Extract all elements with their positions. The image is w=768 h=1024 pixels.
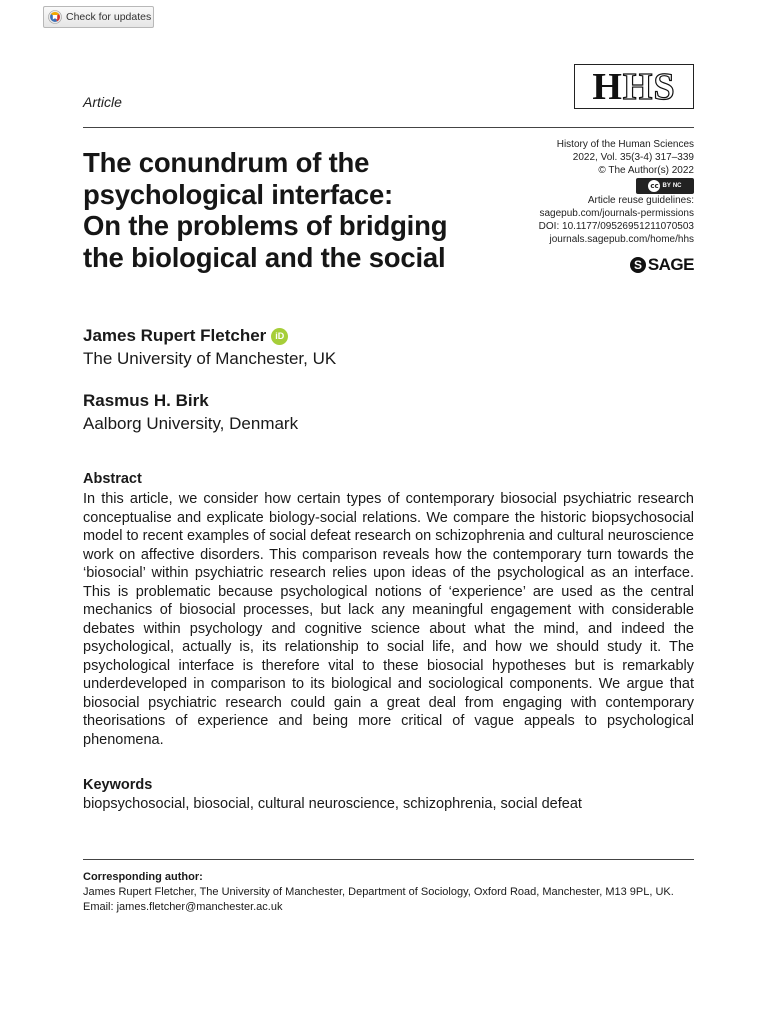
journal-copyright: © The Author(s) 2022: [598, 165, 694, 176]
article-type-label: Article: [83, 94, 122, 110]
reuse-guidelines-link[interactable]: sagepub.com/journals-permissions: [539, 208, 694, 219]
corresponding-author: [83, 870, 694, 915]
author-2-affiliation: Aalborg University, Denmark: [83, 414, 299, 433]
orcid-icon[interactable]: iD: [271, 328, 288, 345]
author-2-name: Rasmus H. Birk: [83, 391, 209, 410]
license-row: [494, 177, 694, 194]
corresponding-author-email[interactable]: Email: james.fletcher@manchester.ac.uk: [83, 901, 283, 913]
title-line-3: On the problems of bridging: [83, 210, 448, 241]
cc-nc-label: NC: [672, 182, 682, 189]
title-line-1: The conundrum of the: [83, 147, 370, 178]
journal-volume: 2022, Vol. 35(3-4) 317–339: [572, 152, 694, 163]
journal-name: History of the Human Sciences: [556, 139, 694, 150]
abstract-heading: Abstract: [83, 471, 142, 487]
abstract-text: In this article, we consider how certain types of contemporary biosocial psychiatric research conceptualise and explicate biology-social relations. We compare the historic biopsychosocial model to recent examples of social defeat research on schizophrenia and cultural neuroscience work on affective disorders. This comparison reveals how the contemporary turn towards the ‘biosocial’ within psychiatric research relies upon ideas of the psychological as an interface. This is problematic because psychological notions of ‘experience’ are used as the central mechanics of biosocial processes, but lack any meaningful engagement with considerable debates within psychology and cognitive science about what the mind, and indeed the psychological, actually is, its relationship to social life, and how we should study it. The psychological interface is therefore vital to these biosocial hypotheses but is remarkably underdeveloped in comparison to its biological and sociological components. We argue that biosocial psychiatric research could gain a great deal from engaging with contemporary theorisations of experience and being more critical of vague appeals to psychological phenomena.: [83, 491, 694, 748]
article-title: [83, 147, 503, 273]
author-1: [83, 326, 288, 346]
check-updates-label: Check for updates: [66, 11, 152, 23]
reuse-guidelines-label: Article reuse guidelines:: [587, 195, 694, 206]
logo-letters-outline: HS: [622, 65, 676, 108]
author-2: [83, 391, 209, 411]
corresponding-author-address: James Rupert Fletcher, The University of Manchester, Department of Sociology, Oxford Road, Manchester, M13 9PL, UK.: [83, 886, 674, 898]
footer-rule: [83, 859, 694, 860]
logo-letter-solid: H: [592, 65, 623, 108]
author-1-affiliation: The University of Manchester, UK: [83, 349, 337, 368]
publisher-name: SAGE: [647, 255, 694, 274]
sage-s-icon: S: [630, 257, 646, 273]
check-for-updates-button[interactable]: [43, 6, 154, 28]
cc-license-symbol: cc: [648, 180, 660, 192]
author-1-name: James Rupert Fletcher: [83, 326, 267, 345]
publisher-logo: [630, 255, 694, 275]
corresponding-author-label: Corresponding author:: [83, 871, 203, 883]
header-rule: [83, 127, 694, 128]
cc-license-icon[interactable]: [636, 178, 694, 194]
cc-by-label: BY: [662, 182, 671, 189]
keywords-text: biopsychosocial, biosocial, cultural neuroscience, schizophrenia, social defeat: [83, 796, 582, 812]
keywords-heading: Keywords: [83, 777, 153, 793]
journal-info: [494, 138, 694, 246]
title-line-2: psychological interface:: [83, 178, 394, 210]
journal-homepage-link[interactable]: journals.sagepub.com/home/hhs: [549, 234, 694, 245]
check-updates-icon: [48, 10, 62, 24]
title-line-4: the biological and the social: [83, 241, 446, 273]
journal-logo: [574, 64, 694, 109]
doi-link[interactable]: DOI: 10.1177/09526951211070503: [538, 221, 694, 232]
